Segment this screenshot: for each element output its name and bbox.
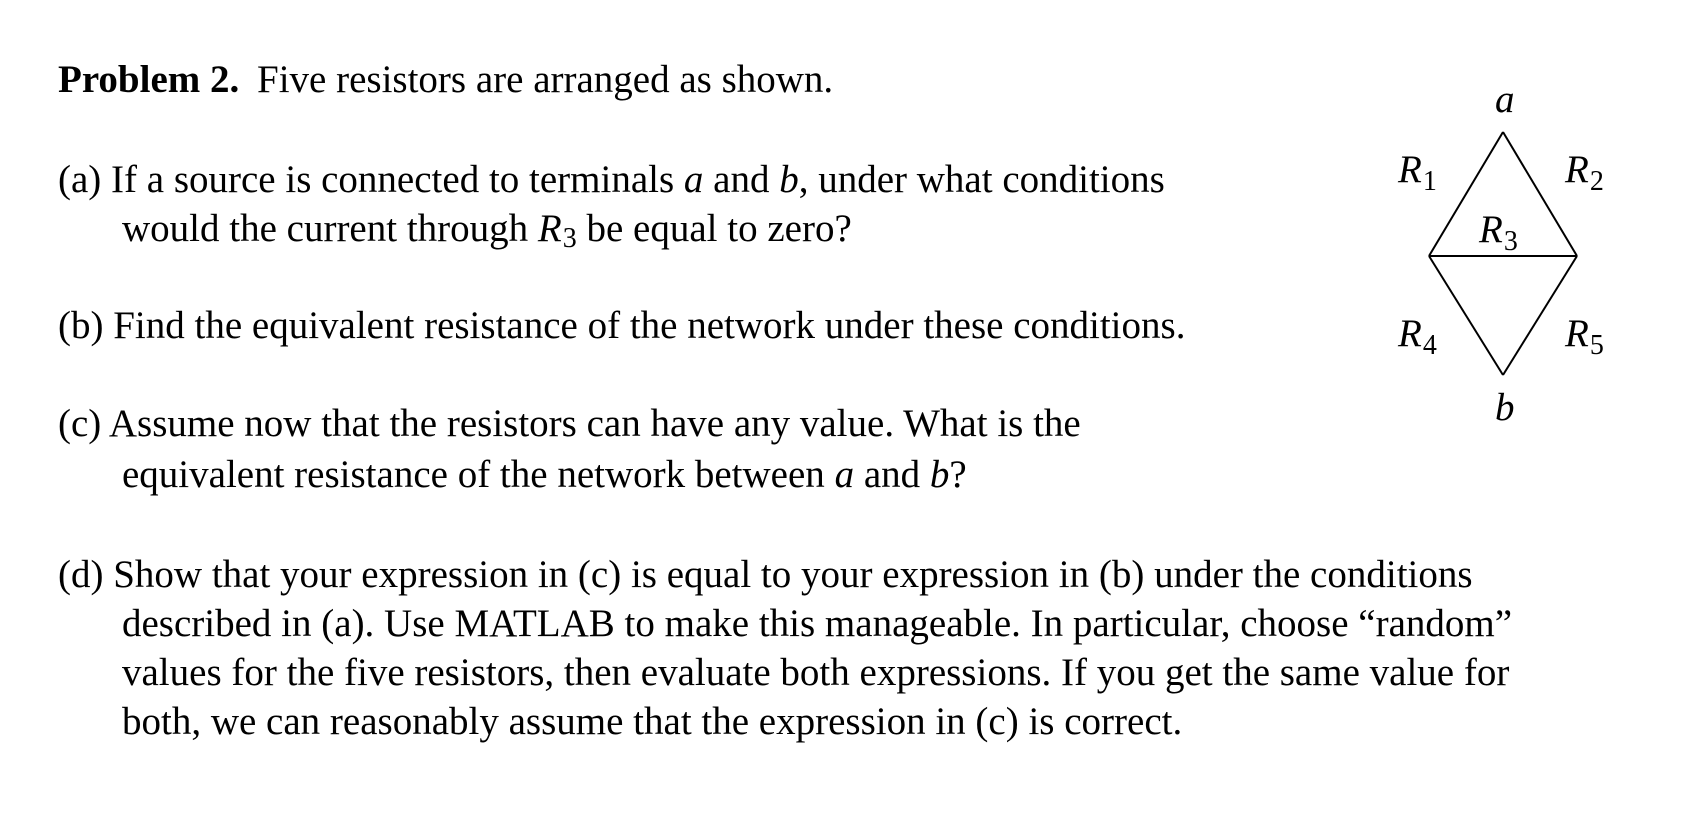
problem-heading-line <box>58 60 833 99</box>
r3-symbol: R <box>537 207 562 250</box>
terminal-b-label: b <box>1495 386 1515 429</box>
part-c-line-1 <box>58 404 1081 443</box>
part-d-line-4 <box>122 702 1182 741</box>
r3-label: $R_3$ <box>1479 208 1518 257</box>
part-d-line-2 <box>122 604 1512 643</box>
r3-subscript: 3 <box>562 223 577 254</box>
part-b-line-1 <box>58 306 1185 345</box>
r2-label: $R_2$ <box>1565 148 1604 197</box>
r4-label: $R_4$ <box>1398 312 1437 361</box>
part-a-text-5: be equal to zero? <box>576 207 852 250</box>
r1-label: $R_1$ <box>1398 148 1437 197</box>
terminal-a-var: a <box>683 158 704 201</box>
part-d-text-2: described in (a). Use MATLAB to make this manageable. In particular, choose “random” <box>122 602 1513 645</box>
part-d-line-3 <box>122 653 1509 692</box>
part-a-text-2: and <box>703 158 780 201</box>
terminal-a-var-c: a <box>834 453 855 496</box>
part-a-line-1 <box>58 160 1165 199</box>
wire-r4 <box>1429 256 1503 375</box>
part-c-text-1: (c) Assume now that the resistors can have any value. What is the <box>58 402 1081 445</box>
terminal-b-var: b <box>779 158 799 201</box>
part-c-text-4: ? <box>949 453 967 496</box>
part-a-text-1: (a) If a source is connected to terminals <box>58 158 684 201</box>
part-b-text: (b) Find the equivalent resistance of the network under these conditions. <box>58 304 1186 347</box>
part-d-text-3: values for the five resistors, then evaluate both expressions. If you get the same value for <box>122 651 1510 694</box>
part-d-line-1 <box>58 555 1473 594</box>
terminal-b-var-c: b <box>929 453 950 496</box>
part-a-text-3: , under what conditions <box>798 158 1165 201</box>
part-a-text-4: would the current through <box>122 207 538 250</box>
part-d-text-1: (d) Show that your expression in (c) is equal to your expression in (b) under the conditions <box>58 553 1473 596</box>
part-a-line-2 <box>122 207 852 254</box>
terminal-a-label: a <box>1495 78 1515 121</box>
r5-label: $R_5$ <box>1565 312 1604 361</box>
part-c-text-3: and <box>854 453 930 496</box>
resistor-network-diagram <box>1370 70 1630 430</box>
problem-intro: Five resistors are arranged as shown. <box>257 58 834 101</box>
part-c-line-2 <box>122 455 967 494</box>
part-c-text-2: equivalent resistance of the network between <box>122 453 835 496</box>
problem-heading: Problem 2. <box>58 58 240 101</box>
part-d-text-4: both, we can reasonably assume that the expression in (c) is correct. <box>122 700 1183 743</box>
